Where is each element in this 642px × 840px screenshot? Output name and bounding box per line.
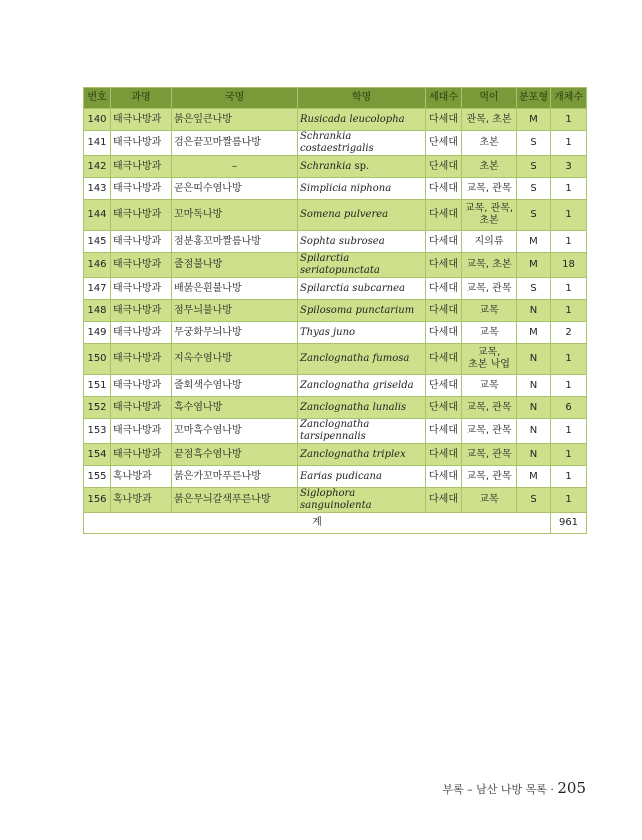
- cell-food: 교목, 관목: [462, 444, 517, 466]
- scientific-name-text: Zanclognatha triplex: [300, 448, 406, 460]
- cell-scientific-name: [298, 466, 426, 488]
- cell-generations: 다세대: [426, 466, 462, 488]
- cell-family: 태극나방과: [111, 253, 172, 278]
- page-number: 205: [557, 779, 586, 797]
- cell-count: 1: [551, 200, 587, 231]
- cell-family: 태극나방과: [111, 344, 172, 375]
- cell-scientific-name: [298, 109, 426, 131]
- cell-family: 태극나방과: [111, 231, 172, 253]
- cell-food: 교목, 초본 낙엽: [462, 344, 517, 375]
- cell-distribution: M: [517, 322, 551, 344]
- cell-distribution: N: [517, 397, 551, 419]
- table-header-row: [84, 88, 587, 109]
- table-row: [84, 444, 587, 466]
- scientific-name-text: Zanclognatha tarsipennalis: [300, 419, 370, 442]
- cell-food: 교목, 관목: [462, 397, 517, 419]
- cell-food: 교목, 관목: [462, 278, 517, 300]
- scientific-name-text: Schrankia: [300, 160, 352, 172]
- page-footer: [442, 779, 586, 797]
- cell-korean-name: 지옥수염나방: [172, 344, 298, 375]
- cell-count: 1: [551, 278, 587, 300]
- cell-food: 교목: [462, 375, 517, 397]
- cell-distribution: S: [517, 178, 551, 200]
- scientific-name-text: Earias pudicana: [300, 470, 382, 482]
- cell-number: 149: [84, 322, 111, 344]
- cell-distribution: S: [517, 200, 551, 231]
- cell-korean-name: 줄회색수염나방: [172, 375, 298, 397]
- scientific-name-suffix: sp.: [354, 160, 370, 172]
- scientific-name-text: Spilarctia subcarnea: [300, 282, 405, 294]
- table-row: [84, 488, 587, 513]
- total-value: 961: [551, 513, 587, 534]
- cell-distribution: M: [517, 109, 551, 131]
- footer-text: 부록 – 남산 나방 목록 ·: [442, 783, 554, 796]
- cell-number: 156: [84, 488, 111, 513]
- cell-family: 태극나방과: [111, 397, 172, 419]
- cell-scientific-name: [298, 231, 426, 253]
- cell-korean-name: 붉은무늬갈색푸른나방: [172, 488, 298, 513]
- cell-generations: 단세대: [426, 156, 462, 178]
- cell-food: 교목, 관목, 초본: [462, 200, 517, 231]
- header-distribution: 분포형: [517, 88, 551, 109]
- cell-generations: 다세대: [426, 419, 462, 444]
- cell-number: 141: [84, 131, 111, 156]
- cell-count: 2: [551, 322, 587, 344]
- table-total-row: [84, 513, 587, 534]
- header-korean-name: 국명: [172, 88, 298, 109]
- cell-family: 태극나방과: [111, 444, 172, 466]
- cell-number: 144: [84, 200, 111, 231]
- scientific-name-text: Zanclognatha fumosa: [300, 353, 410, 364]
- table-row: [84, 231, 587, 253]
- cell-scientific-name: [298, 200, 426, 231]
- cell-count: 3: [551, 156, 587, 178]
- cell-family: 태극나방과: [111, 278, 172, 300]
- cell-number: 143: [84, 178, 111, 200]
- cell-korean-name: 붉은가꼬마푸른나방: [172, 466, 298, 488]
- scientific-name-text: Somena pulverea: [300, 209, 389, 220]
- cell-korean-name: 흑수염나방: [172, 397, 298, 419]
- scientific-name-text: Rusicada leucolopha: [300, 113, 405, 125]
- cell-scientific-name: [298, 253, 426, 278]
- cell-number: 150: [84, 344, 111, 375]
- header-count: 개체수: [551, 88, 587, 109]
- cell-food: 교목, 관목: [462, 466, 517, 488]
- cell-count: 1: [551, 109, 587, 131]
- cell-korean-name: 배붉은흰불나방: [172, 278, 298, 300]
- cell-scientific-name: [298, 344, 426, 375]
- table-row: [84, 344, 587, 375]
- cell-korean-name: 점무늬불나방: [172, 300, 298, 322]
- cell-scientific-name: [298, 278, 426, 300]
- header-food: 먹이: [462, 88, 517, 109]
- cell-count: 1: [551, 178, 587, 200]
- cell-food: 교목, 초본: [462, 253, 517, 278]
- cell-generations: 다세대: [426, 109, 462, 131]
- scientific-name-text: Simplicia niphona: [300, 182, 392, 194]
- cell-distribution: S: [517, 278, 551, 300]
- cell-family: 태극나방과: [111, 322, 172, 344]
- cell-scientific-name: [298, 156, 426, 178]
- cell-distribution: S: [517, 156, 551, 178]
- cell-number: 154: [84, 444, 111, 466]
- cell-number: 145: [84, 231, 111, 253]
- cell-number: 152: [84, 397, 111, 419]
- cell-number: 142: [84, 156, 111, 178]
- cell-count: 1: [551, 444, 587, 466]
- cell-generations: 다세대: [426, 488, 462, 513]
- cell-scientific-name: [298, 322, 426, 344]
- cell-count: 1: [551, 344, 587, 375]
- cell-number: 155: [84, 466, 111, 488]
- cell-distribution: N: [517, 419, 551, 444]
- cell-family: 태극나방과: [111, 375, 172, 397]
- cell-korean-name: 꼬마독나방: [172, 200, 298, 231]
- cell-number: 140: [84, 109, 111, 131]
- cell-family: 혹나방과: [111, 488, 172, 513]
- cell-food: 교목: [462, 300, 517, 322]
- cell-family: 태극나방과: [111, 200, 172, 231]
- table-row: [84, 131, 587, 156]
- cell-count: 1: [551, 488, 587, 513]
- cell-scientific-name: [298, 178, 426, 200]
- cell-distribution: N: [517, 444, 551, 466]
- cell-distribution: S: [517, 488, 551, 513]
- table-row: [84, 253, 587, 278]
- cell-count: 1: [551, 375, 587, 397]
- table-row: [84, 466, 587, 488]
- cell-korean-name: 곧은띠수염나방: [172, 178, 298, 200]
- cell-family: 태극나방과: [111, 178, 172, 200]
- table-row: [84, 419, 587, 444]
- cell-generations: 단세대: [426, 397, 462, 419]
- cell-korean-name: 무궁화무늬나방: [172, 322, 298, 344]
- cell-generations: 다세대: [426, 253, 462, 278]
- cell-generations: 다세대: [426, 200, 462, 231]
- cell-distribution: M: [517, 231, 551, 253]
- scientific-name-text: Siglophora sanguinolenta: [300, 488, 372, 511]
- cell-scientific-name: [298, 488, 426, 513]
- cell-distribution: N: [517, 300, 551, 322]
- cell-food: 초본: [462, 156, 517, 178]
- cell-generations: 다세대: [426, 278, 462, 300]
- cell-distribution: S: [517, 131, 551, 156]
- cell-count: 1: [551, 419, 587, 444]
- cell-generations: 다세대: [426, 178, 462, 200]
- cell-scientific-name: [298, 131, 426, 156]
- cell-family: 태극나방과: [111, 131, 172, 156]
- scientific-name-text: Zanclognatha griselda: [300, 379, 414, 391]
- cell-distribution: M: [517, 466, 551, 488]
- cell-korean-name: 점분홍꼬마짤름나방: [172, 231, 298, 253]
- cell-number: 147: [84, 278, 111, 300]
- table-row: [84, 322, 587, 344]
- table-row: [84, 178, 587, 200]
- cell-generations: 다세대: [426, 322, 462, 344]
- cell-distribution: N: [517, 375, 551, 397]
- cell-korean-name: 붉은잎큰나방: [172, 109, 298, 131]
- table-row: [84, 200, 587, 231]
- cell-food: 초본: [462, 131, 517, 156]
- cell-scientific-name: [298, 419, 426, 444]
- header-generations: 세대수: [426, 88, 462, 109]
- cell-distribution: M: [517, 253, 551, 278]
- scientific-name-text: Spilosoma punctarium: [300, 304, 415, 316]
- moth-species-table: [83, 87, 587, 534]
- cell-generations: 단세대: [426, 131, 462, 156]
- cell-food: 교목, 관목: [462, 419, 517, 444]
- cell-food: 교목, 관목: [462, 178, 517, 200]
- cell-food: 교목: [462, 488, 517, 513]
- cell-number: 151: [84, 375, 111, 397]
- table-row: [84, 109, 587, 131]
- header-number: 번호: [84, 88, 111, 109]
- cell-count: 1: [551, 300, 587, 322]
- cell-scientific-name: [298, 375, 426, 397]
- cell-family: 태극나방과: [111, 156, 172, 178]
- cell-count: 6: [551, 397, 587, 419]
- cell-generations: 다세대: [426, 231, 462, 253]
- cell-number: 146: [84, 253, 111, 278]
- cell-family: 태극나방과: [111, 419, 172, 444]
- cell-family: 혹나방과: [111, 466, 172, 488]
- cell-count: 18: [551, 253, 587, 278]
- cell-number: 153: [84, 419, 111, 444]
- cell-korean-name: 줄점불나방: [172, 253, 298, 278]
- cell-number: 148: [84, 300, 111, 322]
- cell-count: 1: [551, 466, 587, 488]
- scientific-name-text: Thyas juno: [300, 326, 356, 338]
- scientific-name-text: Sophta subrosea: [300, 235, 385, 247]
- cell-scientific-name: [298, 300, 426, 322]
- cell-scientific-name: [298, 444, 426, 466]
- scientific-name-text: Zanclognatha lunalis: [300, 401, 407, 413]
- cell-food: 교목: [462, 322, 517, 344]
- table-row: [84, 156, 587, 178]
- cell-generations: 다세대: [426, 300, 462, 322]
- cell-scientific-name: [298, 397, 426, 419]
- cell-generations: 다세대: [426, 344, 462, 375]
- scientific-name-text: Spilarctia seriatopunctata: [300, 253, 380, 276]
- cell-family: 태극나방과: [111, 300, 172, 322]
- cell-distribution: N: [517, 344, 551, 375]
- table-row: [84, 300, 587, 322]
- cell-generations: 다세대: [426, 444, 462, 466]
- cell-korean-name: 꼬마흑수염나방: [172, 419, 298, 444]
- header-family: 과명: [111, 88, 172, 109]
- total-label: 계: [84, 513, 551, 534]
- table-row: [84, 397, 587, 419]
- cell-count: 1: [551, 131, 587, 156]
- table-row: [84, 375, 587, 397]
- cell-korean-name: 검은끝꼬마짤름나방: [172, 131, 298, 156]
- cell-korean-name: –: [172, 156, 298, 178]
- table-row: [84, 278, 587, 300]
- cell-generations: 단세대: [426, 375, 462, 397]
- header-scientific-name: 학명: [298, 88, 426, 109]
- cell-count: 1: [551, 231, 587, 253]
- cell-food: 관목, 초본: [462, 109, 517, 131]
- scientific-name-text: Schrankia costaestrigalis: [300, 131, 374, 154]
- cell-korean-name: 끝점흑수염나방: [172, 444, 298, 466]
- cell-food: 지의류: [462, 231, 517, 253]
- cell-family: 태극나방과: [111, 109, 172, 131]
